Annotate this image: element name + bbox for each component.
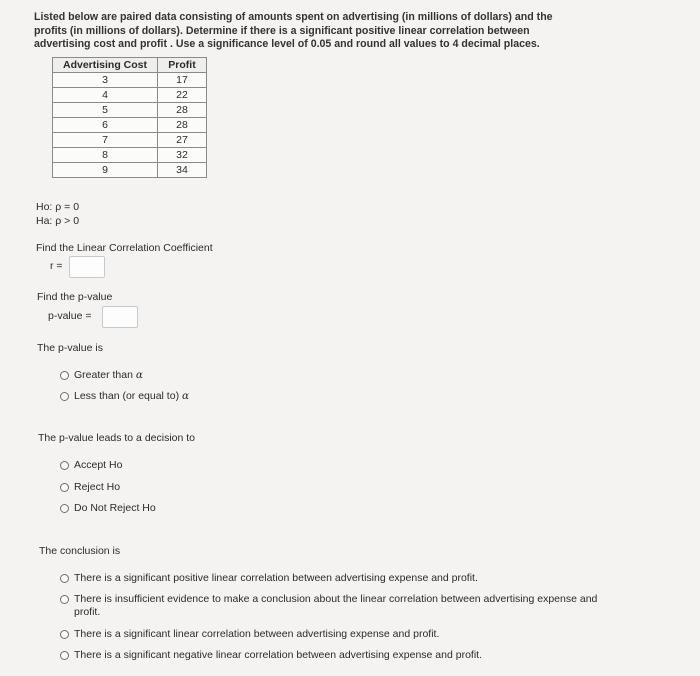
option-label: Do Not Reject Ho <box>74 502 156 514</box>
alternative-hypothesis: Ha: ρ > 0 <box>36 215 80 227</box>
radio-button[interactable] <box>60 630 69 639</box>
header-advertising-cost: Advertising Cost <box>53 58 158 73</box>
option-label: Reject Ho <box>74 481 121 493</box>
option-label: There is a significant positive linear correlation between advertising expense and profit. <box>74 572 478 584</box>
alpha-symbol: α <box>135 369 143 381</box>
r-input[interactable] <box>69 256 105 278</box>
radio-button[interactable] <box>60 651 69 660</box>
option-label: Accept Ho <box>74 459 123 471</box>
table-row <box>53 103 207 118</box>
option-label: Less than (or equal to) <box>74 390 180 402</box>
option-do-not-reject-ho[interactable] <box>60 502 156 515</box>
option-label: Greater than <box>74 369 133 381</box>
table-row <box>53 148 207 163</box>
cell-profit: 32 <box>158 148 207 163</box>
table-header-row <box>53 58 207 73</box>
p-value-input[interactable] <box>102 306 138 328</box>
option-significant-negative[interactable] <box>60 649 620 662</box>
header-profit: Profit <box>158 58 207 73</box>
radio-button[interactable] <box>60 595 69 604</box>
table-row <box>53 73 207 88</box>
option-label: There is a significant negative linear correlation between advertising expense and profit. <box>74 649 482 661</box>
cell-advertising-cost: 3 <box>53 73 158 88</box>
radio-button[interactable] <box>60 392 69 401</box>
question-intro: Listed below are paired data consisting of amounts spent on advertising (in millions of dollars) and the profits (in millions of dollars). Determine if there is a significant positive linear correlation between advertising cost and profit . Use a significance level of 0.05 and round all values to 4 decimal places. <box>34 11 553 50</box>
cell-profit: 27 <box>158 133 207 148</box>
p-value-label: p-value = <box>48 310 92 322</box>
table-row <box>53 133 207 148</box>
data-table <box>52 57 207 178</box>
option-accept-ho[interactable] <box>60 459 122 472</box>
decision-title: The p-value leads to a decision to <box>38 432 196 444</box>
cell-advertising-cost: 9 <box>53 163 158 178</box>
cell-advertising-cost: 8 <box>53 148 158 163</box>
cell-advertising-cost: 4 <box>53 88 158 103</box>
cell-advertising-cost: 5 <box>53 103 158 118</box>
option-label: There is a significant linear correlation between advertising expense and profit. <box>74 628 440 640</box>
cell-advertising-cost: 7 <box>53 133 158 148</box>
radio-button[interactable] <box>60 504 69 513</box>
conclusion-title: The conclusion is <box>39 545 121 557</box>
cell-profit: 17 <box>158 73 207 88</box>
cell-profit: 28 <box>158 103 207 118</box>
alpha-symbol: α <box>181 390 190 402</box>
cell-profit: 34 <box>158 163 207 178</box>
p-section-title: Find the p-value <box>37 291 113 303</box>
option-significant-linear[interactable] <box>60 628 620 641</box>
option-significant-positive[interactable] <box>60 572 620 585</box>
radio-button[interactable] <box>60 574 69 583</box>
option-label: There is insufficient evidence to make a conclusion about the linear correlation between advertising expense and profit. <box>74 593 598 618</box>
cell-advertising-cost: 6 <box>53 118 158 133</box>
pvalue-compare-title: The p-value is <box>37 342 103 354</box>
table-row <box>53 163 207 178</box>
table-row <box>53 88 207 103</box>
radio-button[interactable] <box>60 461 69 470</box>
option-reject-ho[interactable] <box>60 481 120 494</box>
option-insufficient-evidence[interactable] <box>60 593 600 619</box>
radio-button[interactable] <box>60 371 69 380</box>
null-hypothesis: Ho: ρ = 0 <box>36 201 80 213</box>
cell-profit: 22 <box>158 88 207 103</box>
option-greater-than-alpha[interactable] <box>60 369 143 382</box>
r-section-title: Find the Linear Correlation Coefficient <box>36 242 213 254</box>
r-label: r = <box>50 260 63 272</box>
cell-profit: 28 <box>158 118 207 133</box>
radio-button[interactable] <box>60 483 69 492</box>
option-less-than-alpha[interactable] <box>60 390 189 403</box>
table-row <box>53 118 207 133</box>
